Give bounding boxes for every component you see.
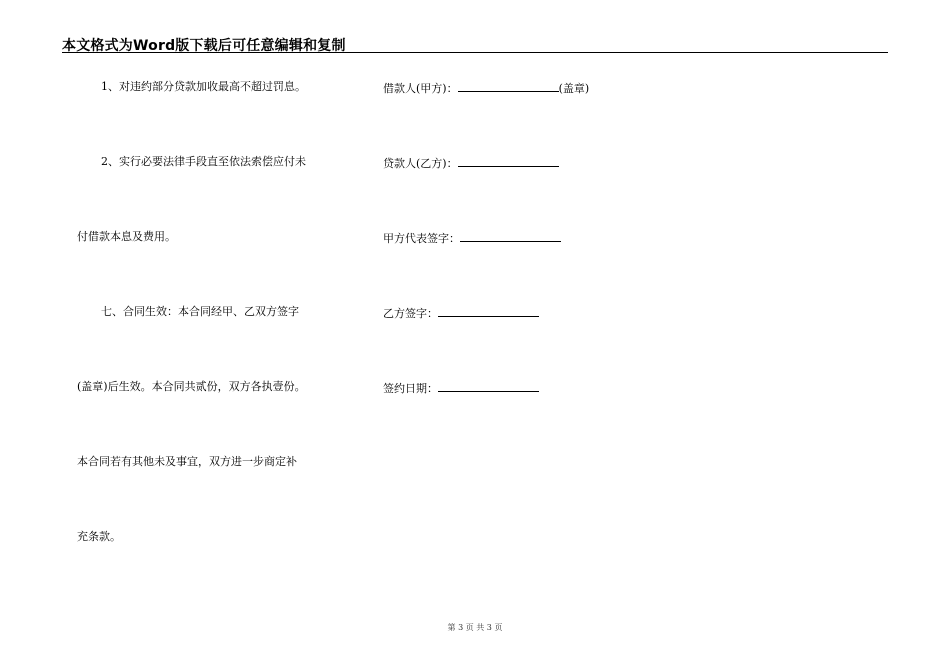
borrower-signature-line: [383, 80, 589, 96]
party-b-blank: [438, 305, 539, 317]
lender-label: 贷款人(乙方)：: [383, 157, 458, 170]
party-a-rep-signature-line: [383, 230, 561, 246]
clause-line-2: 2、实行必要法律手段直至依法索偿应付未: [101, 155, 306, 168]
page-number-footer: 第 3 页 共 3 页: [447, 623, 503, 632]
lender-blank: [458, 155, 559, 167]
sign-date-line: [383, 380, 539, 396]
clause-line-4: 七、合同生效：本合同经甲、乙双方签字: [101, 305, 299, 318]
party-b-label: 乙方签字：: [383, 307, 438, 320]
sign-date-blank: [438, 380, 539, 392]
lender-signature-line: [383, 155, 559, 171]
party-b-signature-line: [383, 305, 539, 321]
borrower-blank: [458, 80, 559, 92]
document-header-title: 本文格式为Word版下载后可任意编辑和复制: [62, 38, 346, 54]
party-a-rep-label: 甲方代表签字：: [383, 232, 460, 245]
clause-line-7: 充条款。: [77, 530, 121, 543]
clause-line-1: 1、对违约部分贷款加收最高不超过罚息。: [101, 80, 306, 93]
clause-line-3: 付借款本息及费用。: [77, 230, 176, 243]
header-rule: [62, 52, 888, 53]
clause-line-5: (盖章)后生效。本合同共贰份，双方各执壹份。: [77, 380, 306, 393]
borrower-suffix: (盖章): [558, 82, 590, 95]
sign-date-label: 签约日期：: [383, 382, 438, 395]
borrower-label: 借款人(甲方)：: [383, 82, 458, 95]
party-a-rep-blank: [460, 230, 561, 242]
clause-line-6: 本合同若有其他未及事宜，双方进一步商定补: [77, 455, 297, 468]
